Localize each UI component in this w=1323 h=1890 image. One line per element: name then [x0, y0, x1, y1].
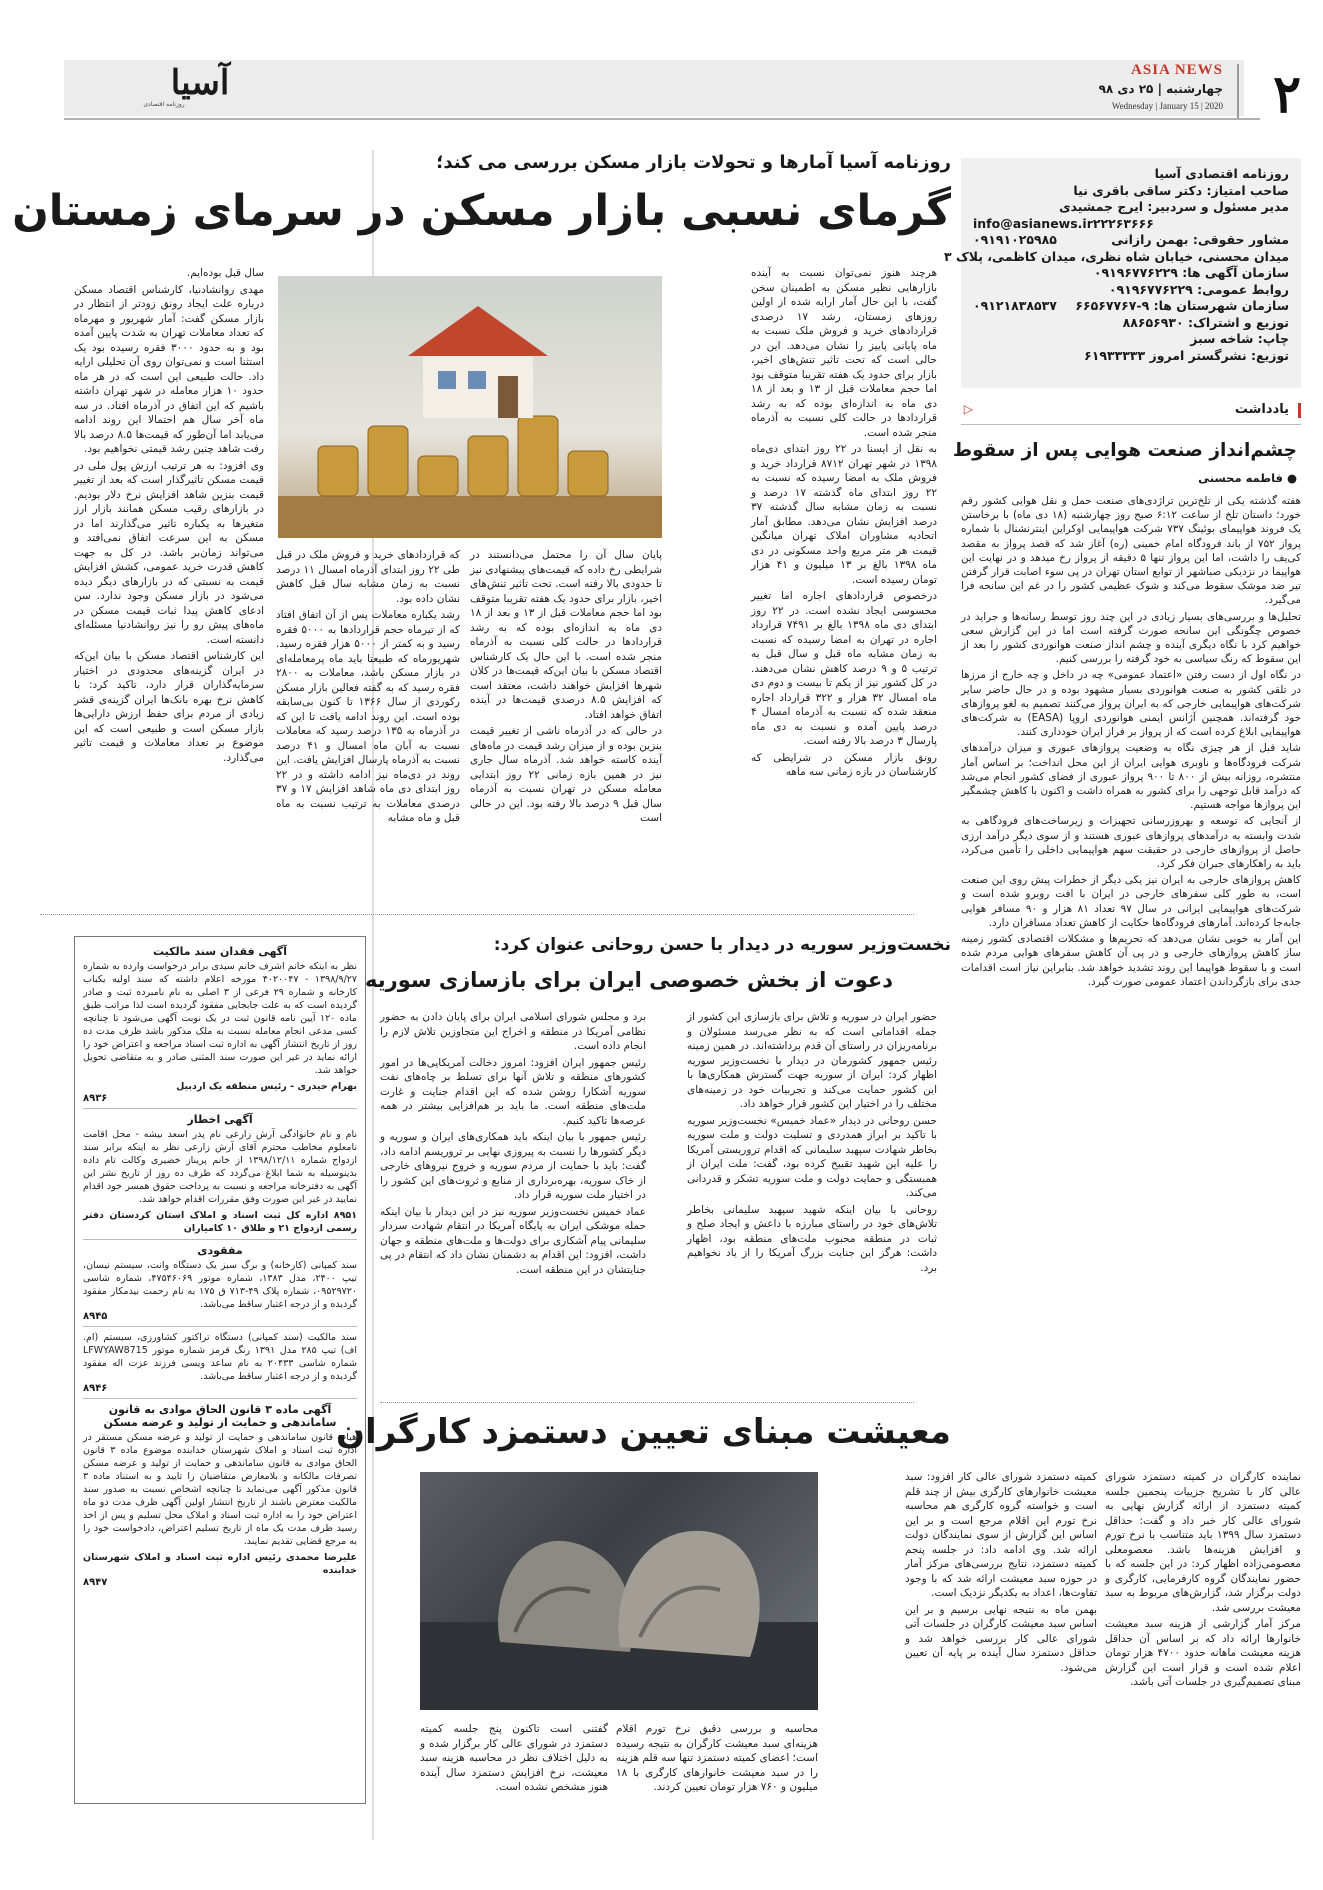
work-gloves-image — [420, 1472, 818, 1710]
paragraph: هرچند هنوز نمی‌توان نسبت به آینده بازارهایی نظیر مسکن به اطمینان سخن گفت، با این حال آمار ارایه شده از اولین روزهای زمستان، رشد ۱۷ درصدی قراردادهای خرید و فروش ملک نسبت به ماه پایانی پاییز را نشان می‌دهد. این در حالی است که تحت تاثیر تنش‌های اخیر، بازار برای حدود یک هفته تقریبا متوقف بود اما حجم معاملات قبل از ۱۳ و بعد از ۱۸ دی ماه به اندازه‌ای بوده که به رشد قراردادها در حالت کلی نسبت به آذرماه منجر شده است. — [751, 267, 937, 439]
paragraph: این آمار به خوبی نشان می‌دهد که تحریم‌ها و مشکلات اقتصادی کشور زمینه ساز کاهش پروازهای خارجی و در پی آن کاهش سفرهای هوایی مردم شده است و با سقوط هواپیما این روند تشدید خواهد شد. بنابراین نیاز است اقدامات جدی برای بازگرداندن اعتماد عمومی صورت گیرد. — [961, 933, 1301, 988]
maishat-headline: معیشت مبنای تعیین دستمزد کارگران — [336, 1412, 951, 1452]
paragraph: حسن روحانی در دیدار «عماد خمیس» نخست‌وزیر سوریه با تاکید بر ابراز همدردی و تسلیت دولت و ملت سوریه بخاطر شهادت سپهبد سلیمانی که اقدام تروریستی آمریکا را علیه این شهید تقبیح کرده بود، گفت: ملت ایران از همبستگی و حمایت دولت و ملت سوریه تشکر و قدردانی می‌کند. — [687, 1114, 937, 1199]
paragraph: که قراردادهای خرید و فروش ملک در قبل طی ۲۲ روز ابتدای آذرماه امسال ۱۱ درصد نسبت به زمان مشابه سال قبل کاهش نشان داده بود. — [276, 549, 461, 605]
paragraph: عماد خمیس نخست‌وزیر سوریه نیز در این دیدار با بیان اینکه حمله موشکی ایران به پایگاه آمریکا در انتقام شهادت سردار سلیمانی پیام آشکاری برای دولت‌ها و ملت‌های منطقه و جهان داشت، افزود: این اقدام به دشمنان نشان داد که انتقام در پی جنایتشان در این منطقه است. — [380, 1205, 646, 1276]
masthead-date-en: Wednesday | January 15 | 2020 — [1111, 101, 1223, 111]
notice-text: نام و نام خانوادگی آرش زارعی نام پدر اسعد بیشه - محل اقامت نامعلوم مخاطب محترم آقای آرش زارعی نظر به اینکه برابر سند ازدواج شماره ۱۳۹۸/۱۲/۱۱ از خانم پریناز خضیری وکالت تام داده بدینوسیله به شما ابلاغ می‌گردد که ظرف ده روز از تاریخ نشر این آگهی به دفترخانه مراجعه و نسبت به پرداخت حقوق همسر خود اقدام نمایید در غیر این صورت وفق مقررات اقدام خواهد شد. — [83, 1129, 357, 1205]
paragraph: مرکز آمار گزارشی از هزینه سبد معیشت خانوارها ارائه داد که بر اساس آن حداقل هزینه معیشت ماهانه حدود ۴۷۰۰ هزار تومان اعلام شده است و قرار است این گزارش مبنای تصمیم‌گیری در جلسات آتی باشد. — [1105, 1618, 1302, 1688]
main-kicker: روزنامه آسیا آمارها و تحولات بازار مسکن بررسی می کند؛ — [436, 152, 951, 173]
paragraph: به نقل از ایسنا در ۲۲ روز ابتدای دی‌ماه ۱۳۹۸ در شهر تهران ۸۷۱۲ قرارداد خرید و فروش ملک به امضا رسیده که نسبت به ۲۲ روز ابتدای ماه گذشته ۱۷ درصد و نسبت به زمان مشابه سال گذشته ۳۷ درصد افزایش نشان می‌دهد. مطابق آمار اتحادیه مشاوران املاک تهران میانگین قیمت هر متر مربع واحد مسکونی در دی ماه ۱۳۹۸ بالغ بر ۱۳ میلیون و ۴۱ هزار تومان رسیده است. — [751, 443, 937, 586]
info-email[interactable]: info@asianews.ir — [973, 215, 1093, 231]
yaddasht-author: ● فاطمه محسنی — [1198, 471, 1297, 485]
section-rule — [961, 424, 1301, 425]
legal-notices-box — [74, 936, 366, 1804]
paragraph: رئیس جمهور با بیان اینکه باید همکاری‌های ایران و سوریه و دیگر کشورها را نسبت به پیروزی نهایی بر تروریسم ادامه داد، گفت: باید با حمایت از مردم سوریه و خروج نیروهای خارجی از خاک سوریه، بهره‌برداری از منابع و ثروت‌های این کشور را در اختیار ملت سوریه قرار داد. — [380, 1131, 646, 1201]
notice-text: سند مالکیت (سند کمپانی) دستگاه تراکتور کشاورزی، سیستم (ام. اف) تیپ ۲۸۵ مدل ۱۳۹۱ رنگ قرمز شماره موتور LFWYAW8715 شماره شاسی ۲۰۴۳۳ به نام ساعد ویسی فرزند عزت اله مفقود گردیده و از درجه اعتبار ساقط می‌باشد. — [83, 1332, 357, 1382]
notice-text: هیات قانون ساماندهی و حمایت از تولید و عرضه مسکن مستقر در اداره ثبت اسناد و املاک شهرستان خدابنده موضوع ماده ۳ قانون الحاق موادی به قانون ساماندهی و حمایت از تولید و عرضه مسکن تصرفات مالکانه و بلامعارض متقاضیان را تایید و به استناد ماده ۳ قانون مذکور آگهی می‌نماید تا چنانچه اشخاص نسبت به صدور سند مالکیت معترض باشند از تاریخ انتشار اولین آگهی ظرف مدت دو ماه اعتراض خود را به اداره ثبت اسناد و املاک محل تسلیم و پس از اخذ رسید ظرف مدت یک ماه از تاریخ تسلیم اعتراض، دادخواست خود را به مرجع قضایی تقدیم نمایند. — [83, 1432, 357, 1547]
info-line: روزنامه اقتصادی آسیا — [1154, 166, 1289, 181]
info-phone: ۲۲۲۶۳۶۶۶ — [1092, 215, 1154, 231]
paragraph: در حالی که در آذرماه ناشی از تغییر قیمت بنزین بوده و از میزان رشد قیمت در ماه‌های آینده کاسته خواهد شد. آذرماه سال جاری نیز در همین بازه زمانی ۲۲ روز ابتدایی معامله مسکن در تهران نسبت به آذرماه سال قبل ۹ درصد بالا رفته بود. این در حالی است — [470, 725, 662, 824]
notice-title: آگهی ماده ۳ قانون الحاق موادی به قانون ساماندهی و حمایت از تولید و عرضه مسکن — [103, 1403, 337, 1429]
section-divider — [380, 1402, 914, 1403]
nakhost-headline: دعوت از بخش خصوصی ایران برای بازسازی سوریه — [364, 968, 893, 992]
masthead-date-fa: چهارشنبه | ۲۵ دی ۹۸ — [1098, 82, 1223, 96]
logo-text: آسیا — [170, 63, 230, 103]
nakhost-col-right — [687, 1010, 937, 1390]
yaddasht-body — [961, 494, 1301, 1414]
maishat-col-right — [1105, 1470, 1301, 1800]
info-line: صاحب امتیاز: دکتر ساقی باقری نیا — [1073, 182, 1289, 198]
main-col-mid-right — [470, 548, 662, 904]
logo-subtext: روزنامه اقتصادی — [143, 101, 185, 108]
play-arrow-icon: ▷ — [963, 402, 973, 416]
paragraph: مهدی روانشادنیا، کارشناس اقتصاد مسکن درباره علت ایجاد رونق زودتر از انتظار در بازار مسکن گفت: آمار شهریور و مهرماه که تعداد معاملات تهران به شدت پایین آمده بود و به حدود ۳۰۰۰ فقره رسیده بود یک استثنا است و نمی‌توان روی آن تحلیلی ارایه داد. حالت طبیعی این است که در هر ماه حدود ۱۰ هزار معامله در شهر تهران داشته باشیم که این اتفاق در آذرماه افتاد. در سه ماه آخر سال هم احتمالا این روند ادامه می‌یابد اما آن‌طور که قیمت‌ها ۸.۵ درصد بالا رفت شاهد چنین رشد قیمتی نخواهیم بود. — [74, 283, 264, 455]
paragraph: سال قبل بوده‌ایم. — [186, 267, 264, 279]
paragraph: شاید قبل از هر چیزی نگاه به وضعیت پروازهای عبوری و میزان درآمدهای شرکت فرودگاه‌ها و ناوبری هوایی ایران از این محل انداخت؛ بر اساس آمار منتشره، روزانه بیش از ۸۰۰ تا ۹۰۰ پرواز عبوری از فضای کشور انجام می‌شد که درآمد قابل توجهی را برای کشور به همراه داشت و اکنون با کاهش چشمگیر این پروازها مواجه هستیم. — [961, 742, 1301, 812]
paragraph: رشد یکباره معاملات پس از آن اتفاق افتاد که از تیرماه حجم قراردادها به ۵۰۰۰ فقره رسید و به کمتر از ۵۰۰۰ هزار فقره رسید. شهریورماه که طبیعتا باید ماه پرمعامله‌ای در بازار مسکن باشد، معاملات به ۲۸۰۰ فقره رسید که به گفته فعالین بازار مسکن رکوردی از سال ۱۳۶۶ تا کنون بی‌سابقه بوده است. این روند ادامه یافت تا این که در آذرماه به ۱۳۵ درصد رسید که معاملات نسبت به آبان ماه امسال و ۴۱ درصد نسبت به آذرماه پارسال افزایش یافت. این روند در دی‌ماه نیز ادامه داشته و در ۲۲ روز ابتدای دی ماه شاهد افزایش ۱۷ و ۳۷ درصدی معاملات به ترتیب نسبت به ماه قبل و ماه مشابه — [276, 609, 461, 824]
bullet-icon: ● — [1282, 471, 1297, 485]
house-coins-image — [278, 276, 662, 538]
paragraph: تحلیل‌ها و بررسی‌های بسیار زیادی در این چند روز توسط رسانه‌ها و جراید در خصوص چگونگی این سانحه صورت گرفته است اما در این گزارش سعی خواهیم کرد با نگاه دیگری آینده و چشم انداز صنعت هوانوردی کشور را بعد از این سقوط که رنگ سیاسی به خود گرفته را بررسی کنیم. — [961, 610, 1301, 666]
paragraph: هفته گذشته یکی از تلخ‌ترین تراژدی‌های صنعت حمل و نقل هوایی کشور رقم خورد؛ داستان تلخ از ساعت ۶:۱۲ صبح روز چهارشنبه (۱۸ دی ماه) با برخاستن یک فروند هواپیمای بوئینگ ۷۳۷ شرکت هواپیمایی اوکراین اینترنشنال با شماره پرواز ۷۵۲ از باند فرودگاه امام خمینی (ره) آغاز شد که قصد پرواز به مقصد کی‌یف را داشت، اما این پرواز تنها ۵ دقیقه از پرواز رخ میدهد و در نهایت این هواپیما در نزدیکی صباشهر از توابع استان تهران در پی سوء اصابت قرار گرفتن تیر ضد موشک سقوط می‌کند و شوک عظیمی کشور را در غم این سانحه فرا می‌گیرد. — [961, 495, 1302, 607]
notice-code: ۸۹۴۶ — [83, 1383, 108, 1394]
info-line: روابط عمومی: ۰۹۱۹۶۷۷۶۲۲۹ — [1108, 281, 1289, 297]
paragraph: پایان سال آن را محتمل می‌دانستند در شرایطی رخ داده که قیمت‌های پیشنهادی نیز تا حدودی بالا رفته است. تحت تاثیر تنش‌های اخیر، بازار برای حدود یک هفته تقریبا متوقف بود اما حجم معاملات قبل از ۱۳ و بعد از ۱۸ دی ماه به اندازه‌ای بوده که به رشد قراردادها در حالت کلی نسبت به آذرماه منجر شده است. با این حال یک کارشناس اقتصاد مسکن با بیان این‌که قیمت‌ها در کلان شهرها افزایش خواهند داشت، معتقد است که افزایش ۸.۵ درصدی قیمت‌ها در آینده اتفاق خواهد افتاد. — [470, 549, 662, 721]
paragraph: از آنجایی که توسعه و بهروزرسانی تجهیزات و زیرساخت‌های فرودگاهی به شدت وابسته به درآمدهای پروازهای عبوری هستند و از سوی دیگر درآمد ارزی حاصل از پروازهای خارجی در حقیقت سهم هواپیمایی داخلی را تأمین می‌کرد، باید به راهکارهای جبران فکر کرد. — [961, 815, 1301, 871]
maishat-col-mid — [905, 1470, 1097, 1800]
notice-text: سند کمپانی (کارخانه) و برگ سبز یک دستگاه وانت، سیستم نیسان، تیپ ۲۴۰۰، مدل ۱۳۸۳، شماره موتور ۴۷۵۴۶۰۶۹، شماره شاسی ۰۹۵۲۹۷۲۰، شماره پلاک ۴۹-۷۱۳ ق ۱۷۵ به نام رحمت بیدمکار مفقود گردیده و از درجه اعتبار ساقط می‌باشد. — [83, 1260, 357, 1310]
paragraph: نماینده کارگران در کمیته دستمزد شورای عالی کار با تشریح جزییات پنجمین جلسه کمیته دستمزد از ارائه گزارش نهایی به شورای عالی کار خبر داد و گفت: حداقل دستمزد سال ۱۳۹۹ باید متناسب با نرخ تورم و افزایش هزینه‌ها باشد. معصومعلی معصومی‌زاده اظهار کرد: در این جلسه که با حضور نمایندگان گروه کارفرمایی، کارگری و دولت برگزار شد، گزارش‌های مربوط به سبد معیشت بررسی شد. — [1105, 1471, 1302, 1614]
paragraph: وی افزود: به هر ترتیب ارزش پول ملی در قیمت مسکن تاثیرگذار است که بعد از تغییر قیمت بنزین شاهد افزایش نرخ دلار بودیم. در بازارهای رقیب مسکن همانند بازار ارز متغیرها به یکباره تاثیر می‌گذارند اما در مسکن به این سرعت اتفاق نمی‌افتد و می‌تواند زمان‌بر باشد. در کل به جهت کاهش قدرت خرید عمومی، کشش افزایش قیمت به نسبتی که در بازارهای دیگر دیده می‌شود در بازار مسکن وجود ندارد. سن ادعای کاهش پیدا ثبات قیمت مسکن در ماه‌های پیش رو را نیز روانشادنیا مسئله‌ای دانسته است. — [74, 459, 264, 646]
publisher-info-box — [943, 158, 1301, 388]
image-caption-left: گفتنی است تاکنون پنج جلسه کمیته دستمزد در شورای عالی کار برگزار شده و به دلیل اختلاف نظر در محاسبه هزینه سبد معیشت، نرخ افزایش دستمزد سال آینده هنوز مشخص نشده است. — [420, 1723, 608, 1793]
notice-separator — [83, 1239, 357, 1240]
notice-separator — [83, 1398, 357, 1399]
page-number: ۲ — [1273, 64, 1301, 125]
notice-code: ۸۹۳۶ — [83, 1093, 108, 1104]
notice-separator — [83, 1108, 357, 1109]
section-label-bar — [1298, 403, 1301, 418]
notice-signature: علیرضا محمدی رئیس اداره ثبت اسناد و املاک شهرستان خدابنده — [83, 1552, 357, 1576]
main-col-mid-left — [276, 548, 460, 904]
image-caption-right: محاسبه و بررسی دقیق نرخ تورم اقلام هزینه‌ای سبد معیشت کارگران به نتیجه رسیده است؛ اعضای کمیته دستمزد تنها سه قلم هزینه را در سبد معیشت خانوارهای کارگری با ۱۸ میلیون و ۷۶۰ هزار تومان تعیین کردند. — [616, 1723, 818, 1793]
info-phone: ۰۹۱۲۱۸۳۸۵۳۷ — [973, 298, 1057, 313]
main-headline: گرمای نسبی بازار مسکن در سرمای زمستان — [12, 186, 951, 236]
page-number-divider — [1237, 64, 1239, 118]
info-line: چاپ: شاخه سبز — [1190, 331, 1289, 346]
notice-code: ۸۹۴۷ — [83, 1577, 108, 1588]
info-line: سازمان آگهی ها: ۰۹۱۹۶۷۷۶۲۲۹ — [1093, 265, 1289, 280]
info-line: مشاور حقوقی: بهمن رازانی ۰۹۱۹۱۰۲۵۹۸۵ — [973, 232, 1289, 247]
paragraph: کاهش پروازهای خارجی به ایران نیز یکی دیگر از خطرات پیش روی این صنعت است، به طور کلی سفرهای خارجی در ایران با افت روبرو شده است و شرکت‌های هواپیمایی ایرانی در سال ۹۷ تعداد ۸۱ هزار و ۹۰ مسافر هوایی جابه‌جا کرده‌اند. آمارهای فرودگاه‌ها حکایت از کاهش تعداد مسافران دارد. — [961, 874, 1302, 929]
notice-text: نظر به اینکه خانم اشرف خانم سیدی برابر درخواست وارده به شماره ۱۳۹۸/۹/۲۷ - ۴۰۲۰۰۴۷ مورخه اعلام داشته که سند اولیه یکباب کارخانه و شماره ۲۹ فرعی از ۳ اصلی به نام نامبرده ثبت و صادر گردیده است که به علت جابجایی مفقود گردیده است لذا مراتب طبق ماده ۱۲۰ آیین نامه قانون ثبت در یک نوبت آگهی می‌شود تا چنانچه کسی مدعی انجام معامله نسبت به ملک مذکور باشد ظرف مدت ده روز از تاریخ انتشار آگهی به اداره ثبت اسناد مراجعه و اعتراض خود را ارائه نماید در غیر این صورت سند المثنی صادر و به متقاضی تحویل خواهد شد. — [83, 961, 358, 1076]
main-col-right — [751, 266, 937, 904]
paragraph: رئیس جمهور ایران افزود: امروز دخالت آمریکایی‌ها در امور کشورهای منطقه و تلاش آنها برای تسلط بر چاه‌های نفت سوریه آشکارا روشن شده که این اقدام جنایت و غارت ملت‌های منطقه است. ما باید بر هم‌افزایی بیشتر در همه عرصه‌ها تاکید کنیم. — [380, 1056, 646, 1127]
main-col-left — [74, 266, 264, 904]
header-rule — [64, 118, 1260, 120]
info-line: توزیع و اشتراک: ۸۸۶۵۶۹۳۰ — [1122, 314, 1289, 330]
section-divider — [40, 914, 914, 915]
info-line: مدیر مسئول و سردبیر: ایرج جمشیدی info@asianews.ir — [973, 199, 1289, 231]
paragraph: بهمن ماه به نتیجه نهایی برسیم و بر این اساس سبد معیشت کارگران در جلسات آتی شورای عالی کار بررسی خواهد شد و حداقل دستمزد سال آینده بر پایه آن تعیین می‌شود. — [905, 1603, 1097, 1674]
paragraph: در نگاه اول از دست رفتن «اعتماد عمومی» چه در داخل و چه خارج از مرزها در تلقی کشور به صنعت هوانوردی بسیار مشهود بوده و در حال حاضر سایر شرکت‌های هواپیمایی خارجی که به ایران پرواز می‌کنند تصمیم به لغو پروازهای خود گرفته‌اند. همچنین آژانس ایمنی هوانوردی اروپا (EASA) به شرکت‌های هواپیمایی ابلاغ کرده است که از پرواز بر فراز ایران خودداری کنند. — [961, 669, 1301, 739]
info-line: توزیع: نشرگستر امروز ۶۱۹۳۳۳۳۳ — [1084, 347, 1289, 363]
masthead-brand: ASIA NEWS — [1131, 62, 1223, 78]
info-phone: ۰۹۱۹۱۰۲۵۹۸۵ — [973, 232, 1057, 247]
paragraph: کمیته دستمزد شورای عالی کار افزود: سبد معیشت خانوارهای کارگری بیش از چند قلم است و خواسته گروه کارگری هم محاسبه نرخ تورم این اقلام مرجع است و بر این اساس این گزارش از سوی نمایندگان دولت ارائه شد. وی ادامه داد: در جلسه پنجم کمیته دستمزد، نتایج بررسی‌های مرکز آمار در حوزه سبد معیشت ارائه شد که با وجود تفاوت‌ها، اعداد به یکدیگر نزدیک است. — [905, 1471, 1097, 1599]
nakhost-col-mid — [380, 1010, 646, 1390]
notice-signature: بهرام حیدری - رئیس منطقه یک اردبیل — [176, 1081, 357, 1092]
notice-title: آگهی فقدان سند مالکیت — [153, 945, 287, 958]
asia-logo — [143, 58, 250, 110]
paragraph: روحانی با بیان اینکه شهید سپهبد سلیمانی بخاطر تلاش‌های خود در راستای مبارزه با داعش و ایجاد صلح و ثبات در منطقه محبوب ملت‌های منطقه بود، اظهار داشت: هرگز این جنایت بزرگ آمریکا را از یاد نخواهیم برد. — [687, 1203, 937, 1274]
notice-signature: ۸۹۵۱ اداره کل ثبت اسناد و املاک استان کردستان دفتر رسمی ازدواج ۲۱ و طلاق ۱۰ کامیاران — [83, 1210, 357, 1234]
paragraph: رونق بازار مسکن در شرایطی که کارشناسان در بازه زمانی سه ماهه — [751, 751, 937, 778]
notice-title: مفقودی — [197, 1244, 243, 1257]
paragraph: برد و مجلس شورای اسلامی ایران برای پایان دادن به حضور نظامی آمریکا در منطقه و اخراج این متجاوزین تلاش لازم را انجام داده است. — [380, 1011, 646, 1052]
paragraph: حضور ایران در سوریه و تلاش برای بازسازی این کشور از جمله اقداماتی است که به نظر می‌رسد مسئولان و برنامه‌ریزان در راستای آن قدم برداشته‌اند. در همین زمینه رئیس جمهور کشورمان در دیدار با نخست‌وزیر سوریه اظهار کرد: ایران از سوریه جهت گسترش همکاری‌ها با این کشور حمایت می‌کند و تجربیات خود در زمینه‌های مختلف را در اختیار این کشور قرار خواهد داد. — [687, 1011, 937, 1110]
yaddasht-title: چشم‌انداز صنعت هوایی پس از سقوط — [952, 440, 1297, 461]
gloves-illustration — [420, 1472, 818, 1710]
paragraph: درخصوص قراردادهای اجاره اما تغییر محسوسی ایجاد نشده است. در ۲۲ روز ابتدای دی ماه ۱۳۹۸ بالغ بر ۷۴۹۱ قرارداد اجاره در تهران به امضا رسیده که نسبت به زمان مشابه ماه قبل و سال قبل به ترتیب ۵ و ۹ درصد کاهش نشان می‌دهند. در کل کشور نیز از یکم تا بیست و دوم دی ماه امسال ۳۲ هزار و ۳۲۲ قرارداد اجاره منعقد شده که نسبت به آذرماه امسال ۴ درصد پایین آمده و نسبت به دی ماه پارسال ۳ درصد بالا رفته است. — [751, 590, 937, 747]
info-line: سازمان شهرستان ها: ۹-۶۶۵۶۷۷۶۷ ۰۹۱۲۱۸۳۸۵۳۷ — [973, 298, 1289, 313]
nakhost-kicker: نخست‌وزیر سوریه در دیدار با حسن روحانی عنوان کرد: — [493, 935, 951, 955]
notice-code: ۸۹۴۵ — [83, 1311, 108, 1322]
paragraph: این کارشناس اقتصاد مسکن با بیان این‌که در ایران گزینه‌های محدودی در اختیار سرمایه‌گذاران قرار دارد، تاکید کرد: با کاهش نرخ بهره بانک‌ها ایران گزینه‌ی قشر زیادی از مردم برای حفظ ارزش دارایی‌ها بازار مسکن است و طبیعی است که این موضوع بر تعداد معاملات و قیمت تاثیر می‌گذارد. — [74, 650, 264, 764]
notice-title: آگهی اخطار — [187, 1113, 253, 1126]
info-line: میدان محسنی، خیابان شاه نظری، میدان کاظمی، پلاک ۳ — [943, 248, 1289, 264]
section-label-yaddasht: یادداشت — [1234, 402, 1289, 417]
notice-separator — [83, 1326, 357, 1327]
house-coins-illustration — [278, 276, 662, 538]
